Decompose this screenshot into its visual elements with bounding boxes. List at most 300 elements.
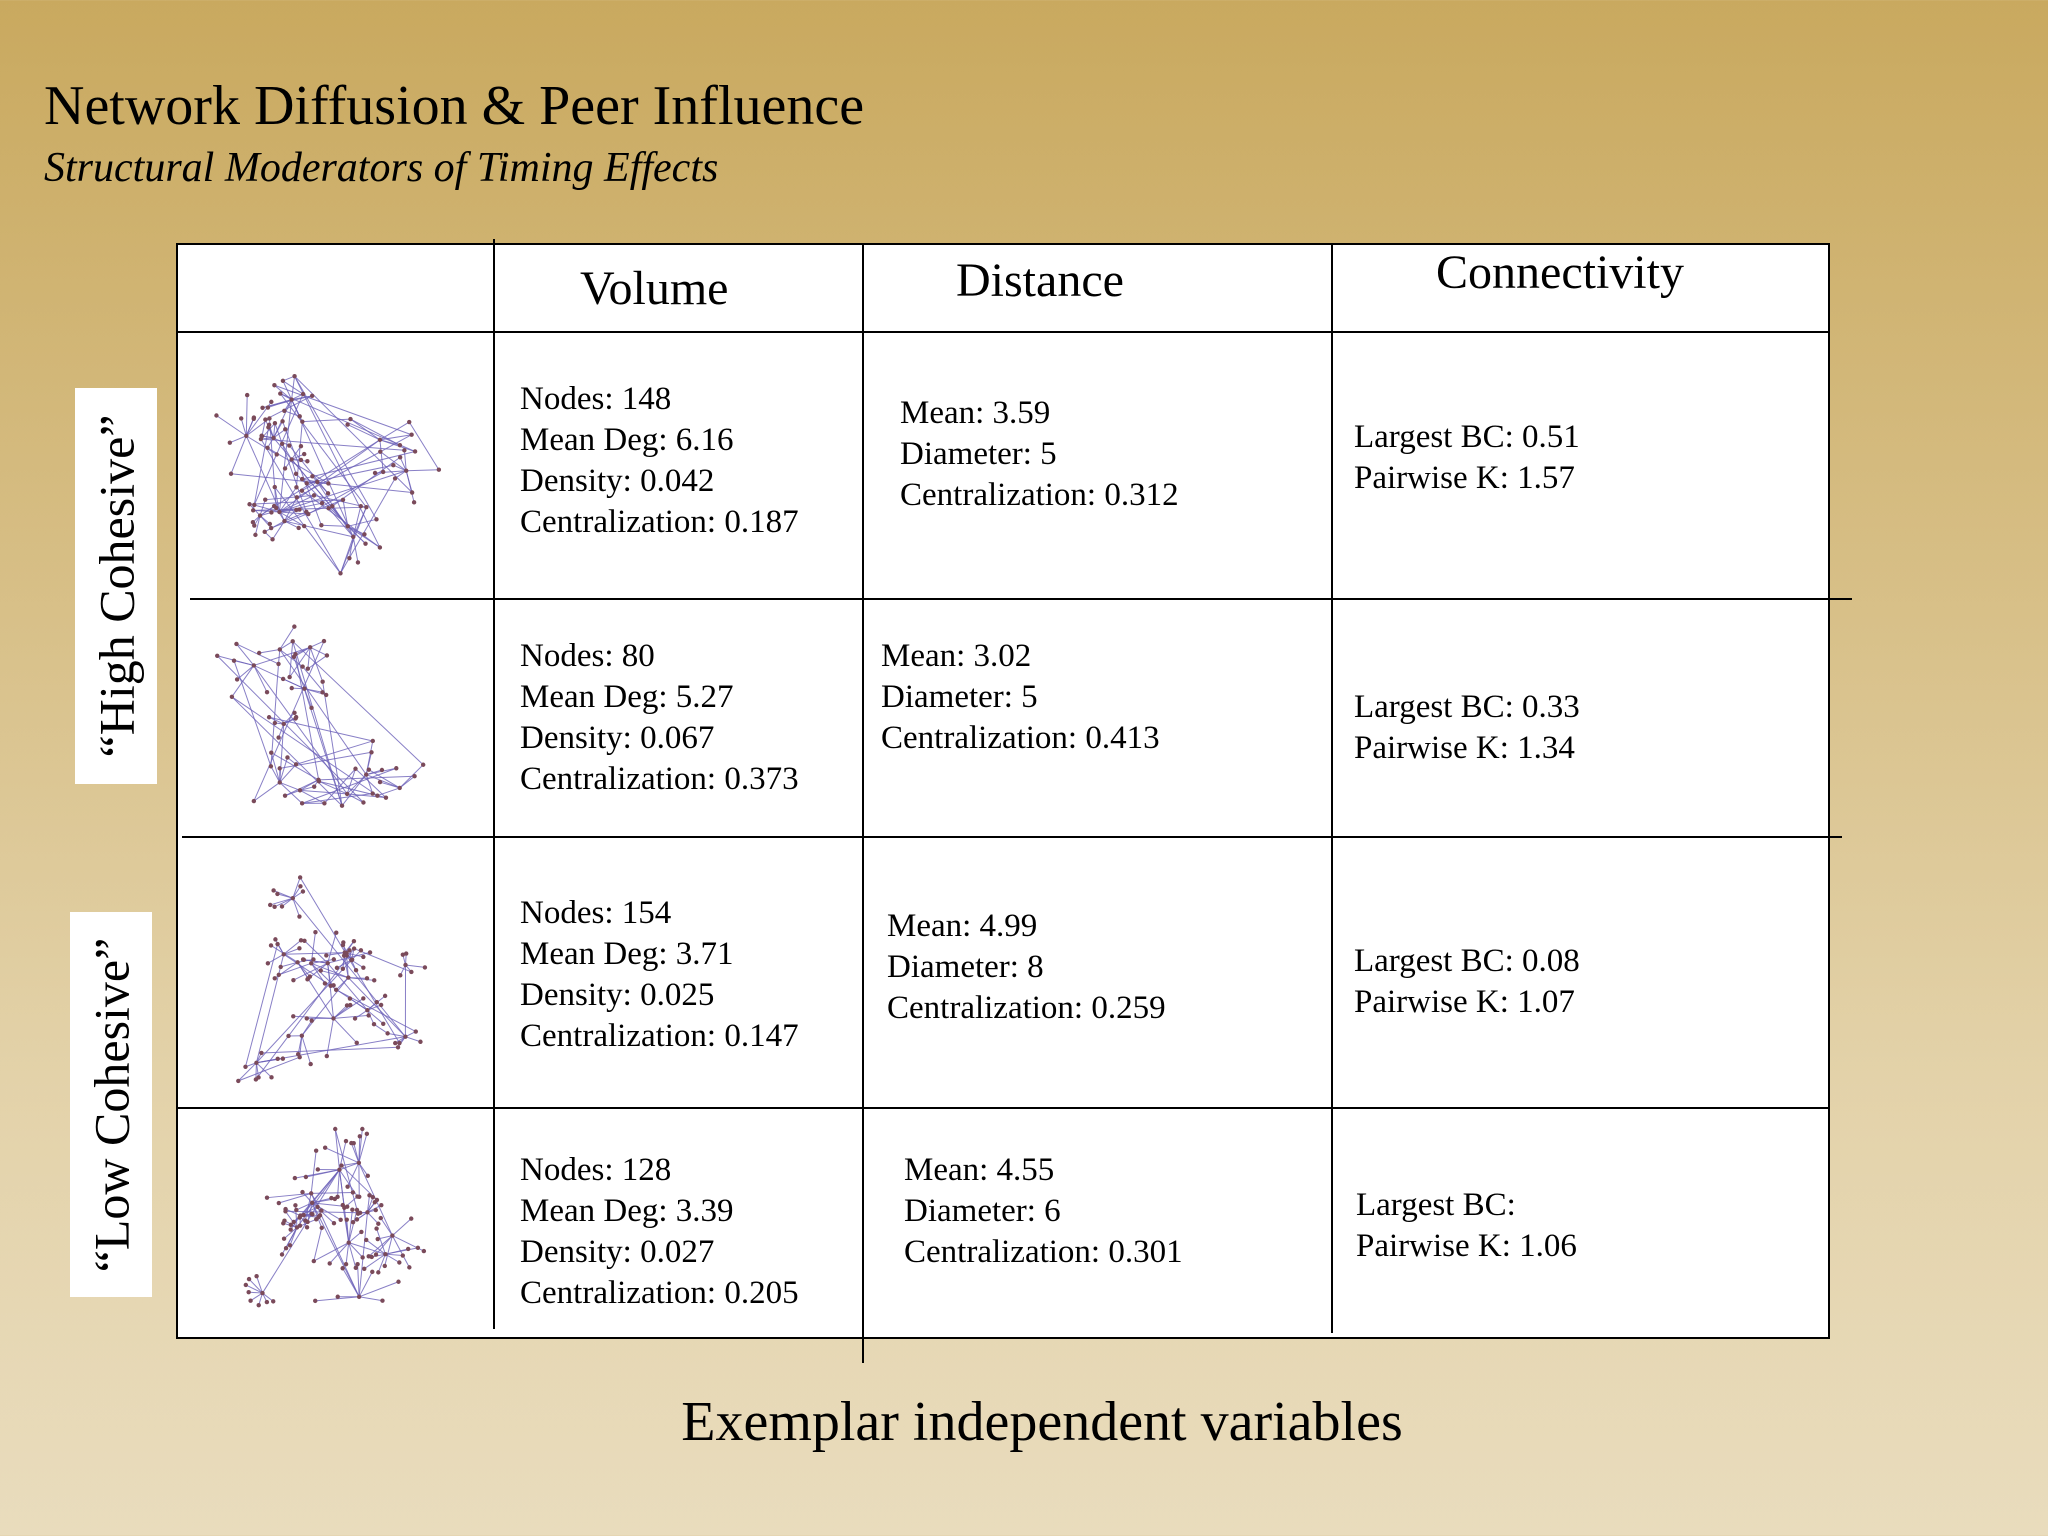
network-node (341, 498, 345, 502)
network-node (278, 766, 282, 770)
network-node (293, 1203, 297, 1207)
network-node (352, 939, 356, 943)
network-edge (232, 665, 254, 696)
network-node (276, 735, 280, 739)
row-group-label-text: “Low Cohesive” (83, 937, 139, 1272)
network-node (312, 493, 316, 497)
network-node (314, 1217, 318, 1221)
network-node (351, 1190, 355, 1194)
network-node (282, 519, 286, 523)
network-node (349, 958, 353, 962)
network-node (381, 470, 385, 474)
network-node (362, 1267, 366, 1271)
network-node (367, 767, 371, 771)
network-node (338, 1218, 342, 1222)
network-edge (280, 782, 300, 790)
network-node (254, 1061, 258, 1065)
network-node (267, 715, 271, 719)
distance-cell (887, 906, 1166, 1029)
network-node (263, 417, 267, 421)
network-node (361, 965, 365, 969)
network-node (269, 764, 273, 768)
network-edge (349, 1210, 357, 1243)
network-node (265, 1195, 269, 1199)
network-edge (333, 1015, 368, 1018)
footer-caption-wrap (0, 1390, 2048, 1454)
network-node (305, 481, 309, 485)
network-node (289, 397, 293, 401)
network-node (278, 780, 282, 784)
network-node (365, 1008, 369, 1012)
network-node (403, 963, 407, 967)
network-node (393, 1041, 397, 1045)
network-edge (302, 1021, 312, 1036)
network-node (302, 939, 306, 943)
volume-nodes: Nodes: 128 (520, 1152, 672, 1188)
network-node (247, 1277, 251, 1281)
network-node (305, 1225, 309, 1229)
network-node (356, 560, 360, 564)
network-edge (284, 948, 300, 954)
network-node (302, 524, 306, 528)
network-node (353, 767, 357, 771)
network-node (276, 1057, 280, 1061)
network-node (303, 1218, 307, 1222)
network-node (293, 1176, 297, 1180)
distance-centralization: Centralization: 0.312 (900, 477, 1179, 513)
network-node (243, 1065, 247, 1069)
network-node (414, 1029, 418, 1033)
network-node (280, 442, 284, 446)
network-node (421, 763, 425, 767)
network-node (281, 1221, 285, 1225)
network-edge (348, 978, 405, 1037)
network-node (326, 491, 330, 495)
network-node (374, 517, 378, 521)
network-node (325, 961, 329, 965)
column-header-distance: Distance (956, 254, 1124, 307)
network-node (301, 957, 305, 961)
network-node (323, 1146, 327, 1150)
distance-mean: Mean: 3.59 (900, 395, 1051, 431)
network-node (252, 523, 256, 527)
row-group-label-text: “High Cohesive” (88, 414, 144, 758)
network-node (378, 545, 382, 549)
network-node (416, 1246, 420, 1250)
volume-cell (520, 636, 799, 800)
network-node (214, 413, 218, 417)
network-node (374, 1208, 378, 1212)
distance-centralization: Centralization: 0.413 (881, 720, 1160, 756)
network-node (287, 675, 291, 679)
network-node (343, 950, 347, 954)
network-node (403, 1034, 407, 1038)
distance-centralization: Centralization: 0.301 (904, 1234, 1183, 1270)
network-node (266, 961, 270, 965)
volume-mean-degree: Mean Deg: 3.71 (520, 936, 734, 972)
network-edge (392, 1219, 411, 1236)
network-node (366, 1174, 370, 1178)
network-node (230, 695, 234, 699)
network-node (315, 480, 319, 484)
network-node (269, 526, 273, 530)
network-node (354, 968, 358, 972)
network-node (269, 943, 273, 947)
volume-density: Density: 0.042 (520, 463, 715, 499)
network-edge (377, 788, 399, 796)
network-node (312, 1259, 316, 1263)
network-node (378, 780, 382, 784)
network-edge (348, 519, 377, 526)
volume-cell (520, 1150, 799, 1314)
network-node (273, 421, 277, 425)
network-node (398, 455, 402, 459)
network-node (380, 768, 384, 772)
network-node (374, 1252, 378, 1256)
volume-nodes: Nodes: 154 (520, 895, 672, 931)
network-node (320, 501, 324, 505)
network-edge (336, 978, 348, 990)
network-edge (359, 1282, 398, 1297)
network-node (304, 1175, 308, 1179)
network-node (300, 664, 304, 668)
network-node (300, 419, 304, 423)
network-node (280, 419, 284, 423)
network-node (302, 687, 306, 691)
network-node (298, 788, 302, 792)
network-edge (293, 898, 406, 1036)
network-node (330, 504, 334, 508)
column-divider (493, 239, 495, 1329)
network-edge (405, 1037, 420, 1042)
network-node (379, 1003, 383, 1007)
network-node (407, 1265, 411, 1269)
network-node (297, 1055, 301, 1059)
network-node (341, 1203, 345, 1207)
network-node (383, 1252, 387, 1256)
network-node (259, 1051, 263, 1055)
connectivity-pairwise-k: Pairwise K: 1.07 (1354, 984, 1575, 1020)
network-edge (302, 768, 396, 803)
connectivity-cell (1354, 941, 1580, 1023)
network-node (347, 948, 351, 952)
network-node (272, 905, 276, 909)
network-node (351, 1220, 355, 1224)
network-node (290, 686, 294, 690)
network-node (268, 903, 272, 907)
network-node (291, 978, 295, 982)
network-node (268, 522, 272, 526)
network-edge (261, 1047, 398, 1053)
connectivity-largest-bc: Largest BC: 0.33 (1354, 689, 1580, 725)
network-node (300, 477, 304, 481)
network-node (277, 973, 281, 977)
network-node (333, 1197, 337, 1201)
network-edge (311, 1192, 353, 1193)
network-node (265, 446, 269, 450)
network-node (245, 393, 249, 397)
network-node (398, 786, 402, 790)
network-node (308, 974, 312, 978)
network-node (317, 779, 321, 783)
network-node (326, 506, 330, 510)
network-edge (238, 1063, 256, 1081)
row-divider (178, 331, 1830, 333)
network-edge (359, 1163, 368, 1176)
network-node (346, 524, 350, 528)
network-node (311, 957, 315, 961)
distance-centralization: Centralization: 0.259 (887, 990, 1166, 1026)
volume-nodes: Nodes: 80 (520, 638, 655, 674)
network-node (294, 472, 298, 476)
network-node (236, 1079, 240, 1083)
network-node (341, 967, 345, 971)
slide-title: Network Diffusion & Peer Influence (44, 75, 865, 137)
network-node (288, 1243, 292, 1247)
connectivity-pairwise-k: Pairwise K: 1.34 (1354, 730, 1575, 766)
network-node (287, 443, 291, 447)
network-node (280, 1252, 284, 1256)
network-node (368, 950, 372, 954)
network-edge (333, 1005, 347, 1018)
network-node (339, 1163, 343, 1167)
column-divider (862, 245, 864, 1363)
network-node (295, 495, 299, 499)
distance-diameter: Diameter: 8 (887, 949, 1044, 985)
network-node (320, 680, 324, 684)
network-node (257, 651, 261, 655)
network-node (273, 721, 277, 725)
network-node (326, 481, 330, 485)
network-node (269, 400, 273, 404)
network-node (324, 693, 328, 697)
network-node (295, 1225, 299, 1229)
network-node (273, 937, 277, 941)
network-node (379, 1216, 383, 1220)
network-edge (246, 395, 247, 436)
network-node (340, 1266, 344, 1270)
row-divider (190, 598, 1852, 600)
network-node (355, 1262, 359, 1266)
network-node (305, 459, 309, 463)
network-node (314, 1148, 318, 1152)
network-node (246, 1290, 250, 1294)
network-node (346, 975, 350, 979)
network-edge (293, 898, 300, 916)
network-node (402, 448, 406, 452)
network-node (239, 416, 243, 420)
network-node (401, 952, 405, 956)
network-node (391, 463, 395, 467)
network-node (372, 1022, 376, 1026)
network-edge (259, 649, 280, 653)
network-node (263, 530, 267, 534)
network-node (375, 793, 379, 797)
column-divider (1331, 245, 1333, 1333)
network-node (353, 1016, 357, 1020)
connectivity-largest-bc: Largest BC: 0.08 (1354, 943, 1580, 979)
network-node (348, 417, 352, 421)
network-edge (262, 1170, 339, 1293)
row-divider (178, 1107, 1830, 1109)
volume-mean-degree: Mean Deg: 5.27 (520, 679, 734, 715)
network-node (325, 653, 329, 657)
network-node (398, 443, 402, 447)
network-node (275, 452, 279, 456)
network-node (383, 994, 387, 998)
network-node (359, 1230, 363, 1234)
network-node (332, 1221, 336, 1225)
network-node (325, 1054, 329, 1058)
network-node (351, 535, 355, 539)
network-node (291, 896, 295, 900)
network-node (381, 1022, 385, 1026)
network-node (364, 505, 368, 509)
network-edge (358, 1264, 360, 1297)
network-node (373, 471, 377, 475)
network-node (263, 497, 267, 501)
volume-centralization: Centralization: 0.373 (520, 761, 799, 797)
network-node (350, 1208, 354, 1212)
network-node (253, 533, 257, 537)
network-edge (256, 960, 351, 1063)
distance-mean: Mean: 4.55 (904, 1152, 1055, 1188)
network-node (338, 571, 342, 575)
network-node (294, 485, 298, 489)
network-node (360, 1127, 364, 1131)
network-node (282, 409, 286, 413)
network-node (269, 1075, 273, 1079)
network-node (288, 1227, 292, 1231)
network-node (352, 946, 356, 950)
network-node (374, 1226, 378, 1230)
network-node (323, 981, 327, 985)
network-node (375, 1000, 379, 1004)
volume-mean-degree: Mean Deg: 3.39 (520, 1193, 734, 1229)
distance-mean: Mean: 4.99 (887, 908, 1038, 944)
network-node (300, 801, 304, 805)
network-node (305, 1016, 309, 1020)
network-edge (333, 1018, 356, 1042)
network-node (418, 1040, 422, 1044)
volume-cell (520, 893, 799, 1057)
network-node (309, 706, 313, 710)
network-node (278, 647, 282, 651)
network-node (334, 930, 338, 934)
network-node (282, 1237, 286, 1241)
network-node (251, 508, 255, 512)
network-node (344, 1262, 348, 1266)
network-node (358, 1211, 362, 1215)
network-edge (359, 1297, 382, 1301)
network-node (394, 766, 398, 770)
connectivity-largest-bc: Largest BC: 0.51 (1354, 419, 1580, 455)
network-node (299, 444, 303, 448)
network-edge (343, 1205, 349, 1243)
network-node (423, 965, 427, 969)
network-node (370, 1270, 374, 1274)
network-node (359, 948, 363, 952)
network-node (266, 405, 270, 409)
connectivity-cell (1354, 417, 1580, 499)
network-node (254, 1274, 258, 1278)
network-node (292, 624, 296, 628)
network-node (232, 658, 236, 662)
network-node (355, 1217, 359, 1221)
network-node (383, 1264, 387, 1268)
network-node (283, 1209, 287, 1213)
network-node (349, 1141, 353, 1145)
network-node (271, 888, 275, 892)
network-node (244, 1283, 248, 1287)
network-node (300, 1034, 304, 1038)
network-node (270, 537, 274, 541)
network-edge (280, 782, 302, 803)
network-node (380, 1298, 384, 1302)
distance-diameter: Diameter: 5 (900, 436, 1057, 472)
network-node (265, 690, 269, 694)
network-node (357, 1161, 361, 1165)
network-node (275, 892, 279, 896)
network-node (372, 978, 376, 982)
network-node (357, 1195, 361, 1199)
network-node (234, 642, 238, 646)
network-edge (374, 1024, 388, 1033)
network-node (309, 961, 313, 965)
network-node (272, 383, 276, 387)
network-node (285, 755, 289, 759)
row-divider (182, 836, 1842, 838)
network-node (310, 1201, 314, 1205)
network-node (345, 1003, 349, 1007)
network-node (306, 667, 310, 671)
network-node (370, 791, 374, 795)
network-node (422, 1249, 426, 1253)
network-node (310, 394, 314, 398)
network-node (277, 510, 281, 514)
network-node (390, 1233, 394, 1237)
network-node (345, 1204, 349, 1208)
network-node (297, 914, 301, 918)
row-group-label-low-cohesive (70, 912, 152, 1297)
network-node (367, 1193, 371, 1197)
network-node (313, 930, 317, 934)
network-node (283, 466, 287, 470)
network-node (295, 960, 299, 964)
network-node (396, 1280, 400, 1284)
network-edge (302, 1036, 311, 1064)
volume-centralization: Centralization: 0.187 (520, 504, 799, 540)
network-node (404, 469, 408, 473)
volume-density: Density: 0.025 (520, 977, 715, 1013)
network-graph-thumbnail (190, 615, 460, 830)
network-node (292, 711, 296, 715)
network-node (300, 1190, 304, 1194)
network-edge (280, 641, 293, 649)
network-node (409, 1216, 413, 1220)
network-node (398, 973, 402, 977)
network-node (331, 983, 335, 987)
network-node (366, 1013, 370, 1017)
network-node (396, 1045, 400, 1049)
network-node (289, 457, 293, 461)
network-node (393, 476, 397, 480)
volume-nodes: Nodes: 148 (520, 381, 672, 417)
network-node (281, 1056, 285, 1060)
network-node (364, 772, 368, 776)
network-node (258, 513, 262, 517)
network-node (228, 440, 232, 444)
